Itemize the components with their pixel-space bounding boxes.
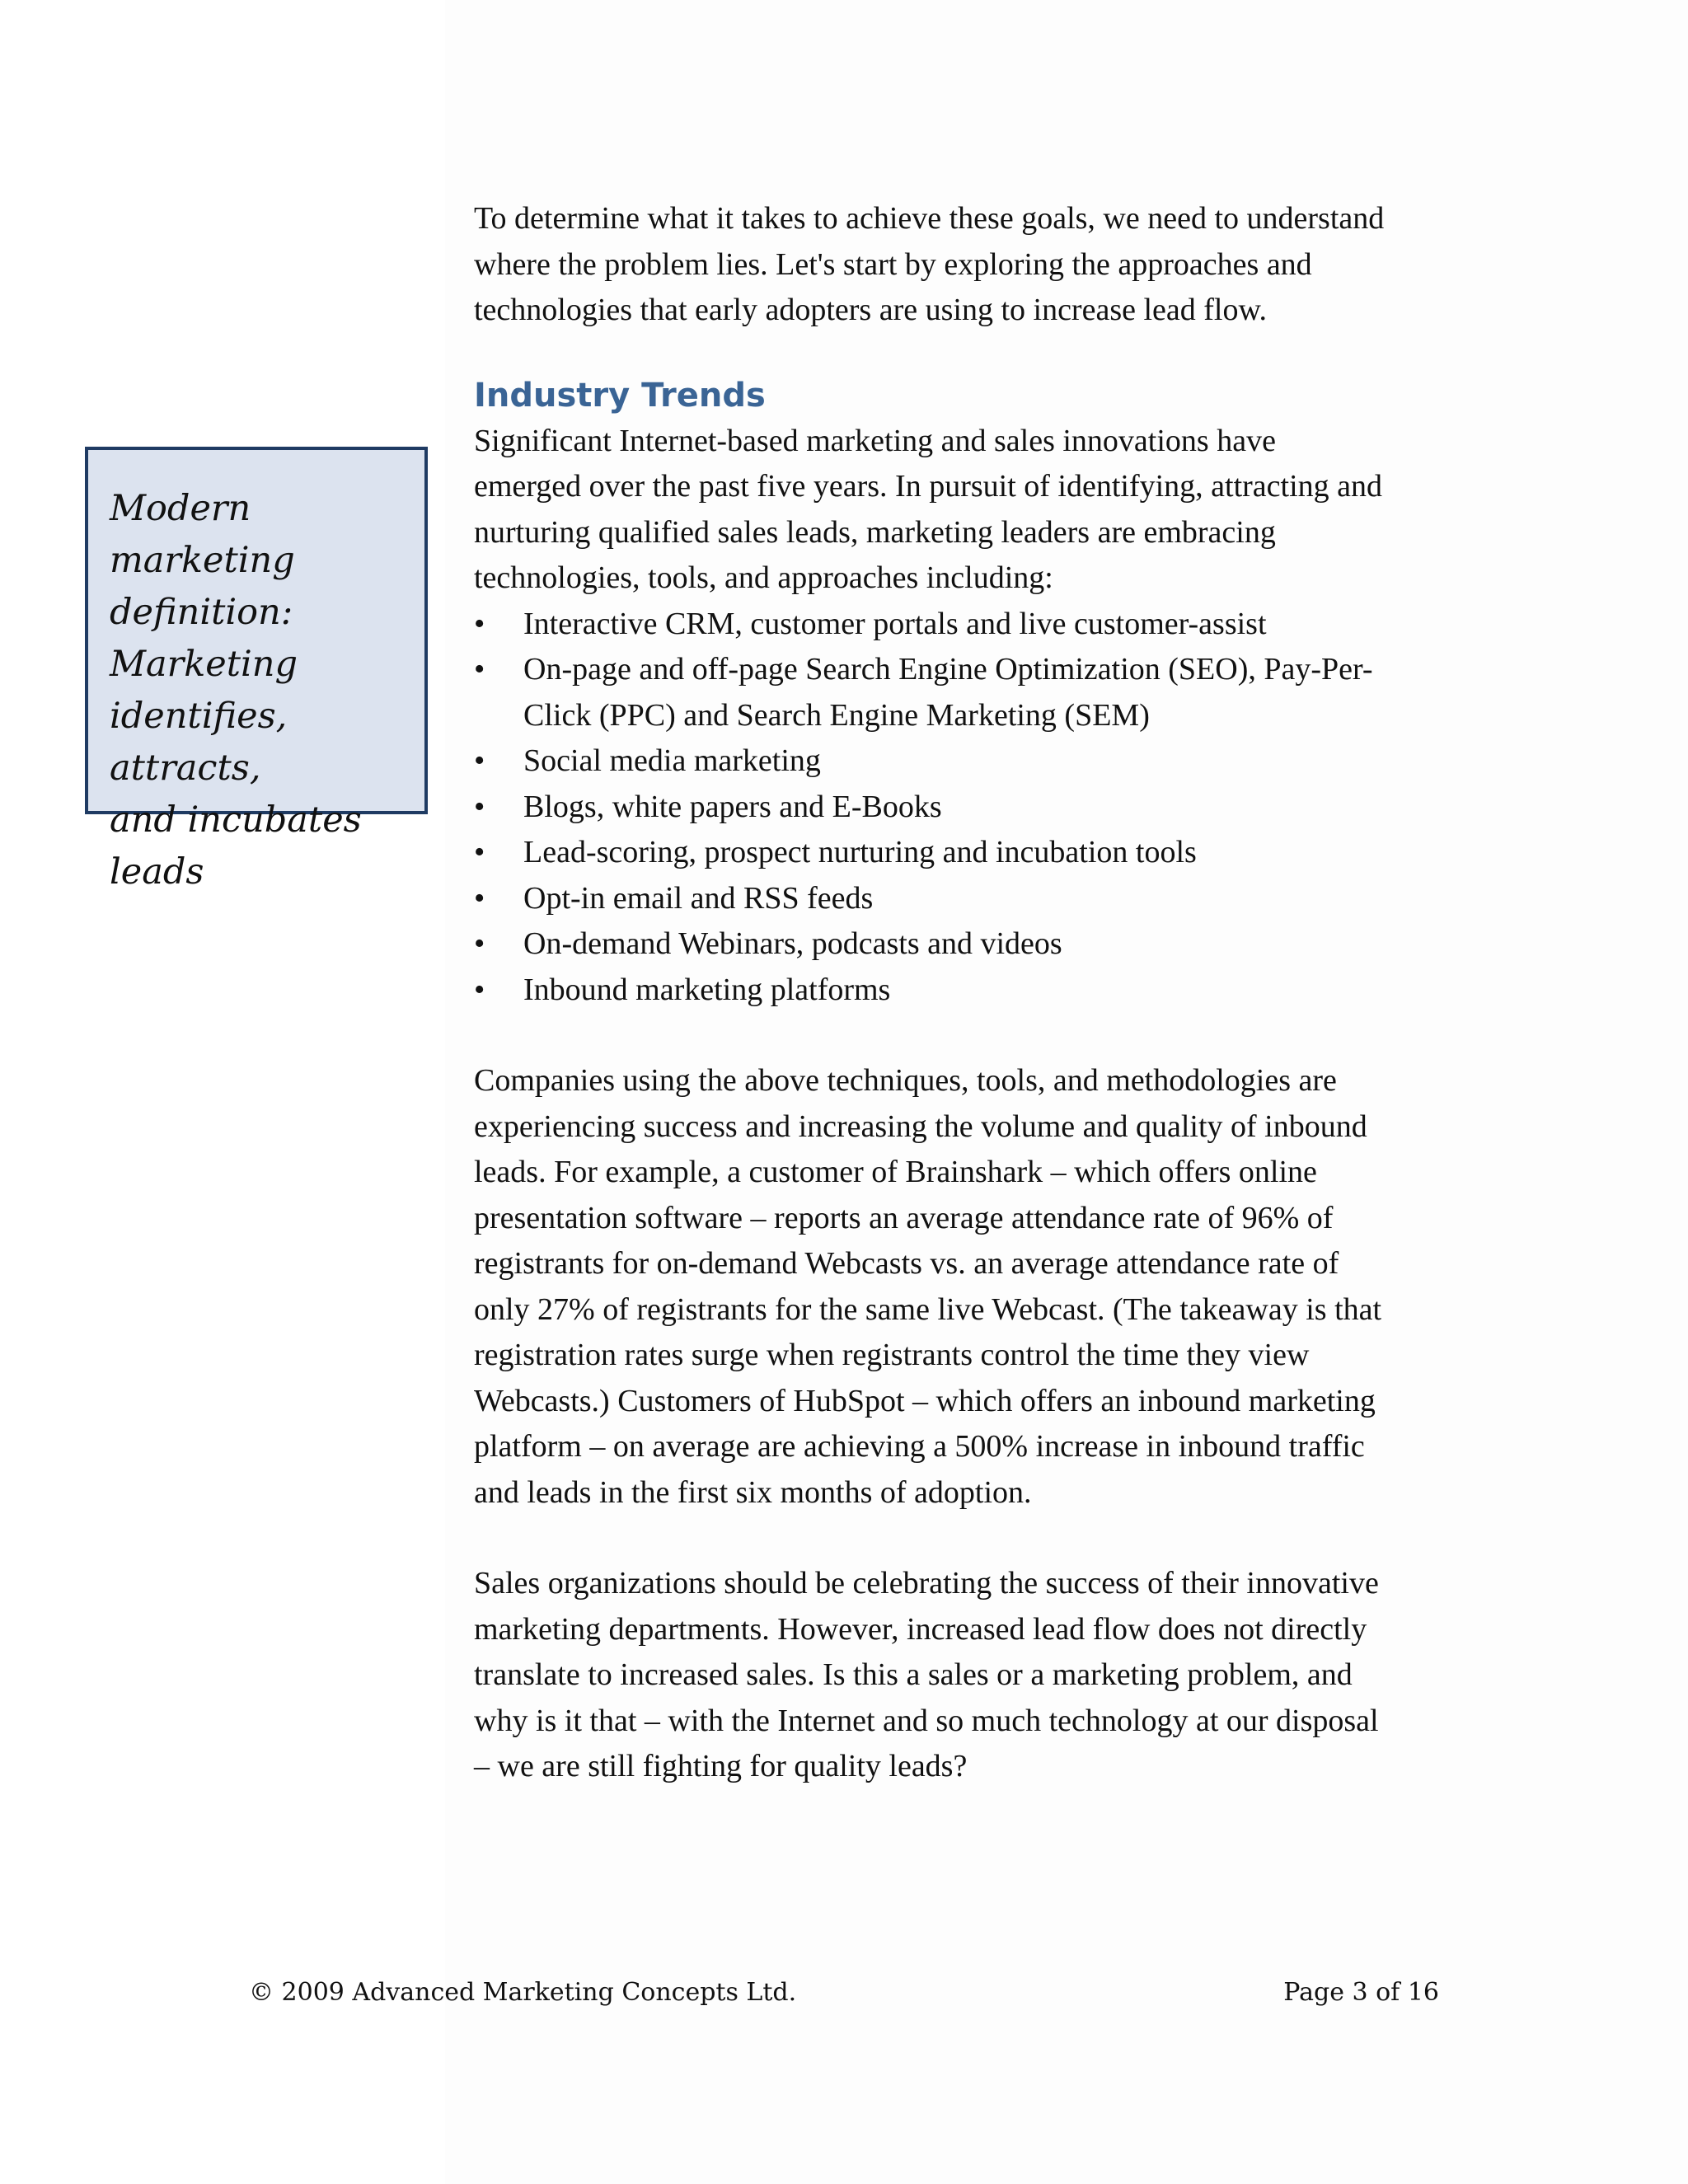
bullet-glyph: • [474, 743, 485, 778]
bullet-glyph: • [474, 789, 485, 824]
bullet-item [474, 647, 1451, 738]
bullet-item [474, 921, 1451, 968]
bullet-text: On-page and off-page Search Engine Optimization (SEO), Pay-Per- Click (PPC) and Search Engine Marketing (SEM) [523, 652, 1373, 733]
results-paragraph: Companies using the above techniques, tools, and methodologies are experiencing success and increasing the volume and quality of inbound leads. For example, a customer of Brainshark – which offers online presentation software – reports an average attendance rate of 96% of registrants for on-demand Webcasts vs. an average attendance rate of only 27% of registrants for the same live Webcast. (The takeaway is that registration rates surge when registrants control the time they view Webcasts.) Customers of HubSpot – which offers an inbound marketing platform – on average are achieving a 500% increase in inbound traffic and leads in the first six months of adoption. [474, 1063, 1382, 1510]
bullet-text: Lead-scoring, prospect nurturing and incubation tools [523, 835, 1197, 869]
bullet-text: Blogs, white papers and E-Books [523, 789, 942, 824]
bullet-list [474, 602, 1451, 1014]
bullet-text: Interactive CRM, customer portals and live customer-assist [523, 606, 1267, 641]
spacer [474, 1013, 1451, 1058]
footer-page-number: Page 3 of 16 [1283, 1978, 1439, 2007]
main-content [474, 196, 1451, 1790]
intro-paragraph: To determine what it takes to achieve these goals, we need to understand where the problem lies. Let's start by exploring the approaches and technologies that early adopters are using to increase lead flow. [474, 201, 1385, 327]
closing-paragraph: Sales organizations should be celebrating the success of their innovative marketing departments. However, increased lead flow does not directly translate to increased sales. Is this a sales or a marketing problem, and why is it that – with the Internet and so much technology at our disposal – we are still fighting for quality leads? [474, 1566, 1379, 1783]
bullet-text: Inbound marketing platforms [523, 972, 891, 1007]
bullet-glyph: • [474, 880, 485, 916]
bullet-item [474, 602, 1451, 648]
bullet-glyph: • [474, 606, 485, 641]
bullet-item [474, 785, 1451, 831]
footer-copyright: © 2009 Advanced Marketing Concepts Ltd. [249, 1978, 797, 2007]
bullet-item [474, 738, 1451, 785]
bullet-glyph: • [474, 835, 485, 869]
bullet-text: Opt-in email and RSS feeds [523, 880, 874, 916]
bullet-item [474, 876, 1451, 922]
bullet-glyph: • [474, 972, 485, 1007]
bullet-glyph: • [474, 652, 485, 687]
bullet-item [474, 968, 1451, 1014]
section-heading: Industry Trends [474, 376, 766, 415]
spacer [474, 334, 1451, 373]
callout-box [85, 447, 428, 893]
bullet-glyph: • [474, 926, 485, 961]
bullet-item [474, 830, 1451, 876]
bullet-text: On-demand Webinars, podcasts and videos [523, 926, 1062, 961]
bullet-text: Social media marketing [523, 743, 821, 778]
section-lead-paragraph: Significant Internet-based marketing and sales innovations have emerged over the past five years. In pursuit of identifying, attracting and nurturing qualified sales leads, marketing leaders are embracing technologies, tools, and approaches including: [474, 423, 1382, 595]
callout-text: Modern marketing definition: Marketing identifies, attracts, and incubates leads [110, 488, 362, 893]
spacer [474, 1516, 1451, 1561]
